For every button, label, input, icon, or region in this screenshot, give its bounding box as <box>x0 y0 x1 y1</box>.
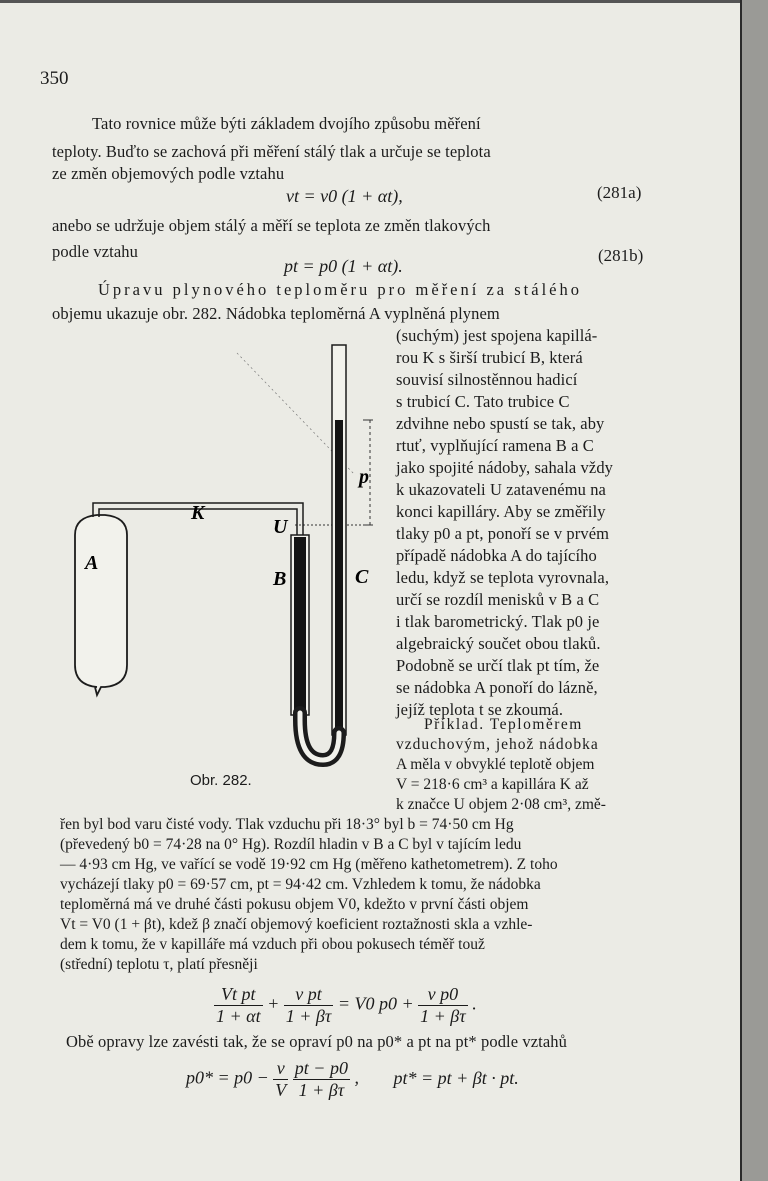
text-line: (suchým) jest spojena kapillá- <box>396 326 598 345</box>
text-line: rtuť, vyplňující ramena B a C <box>396 436 594 455</box>
fraction: $\frac{pt - p0}{1 + \beta\tau}$ <box>294 1058 348 1100</box>
equation-4: p0* = p0 − $\frac{v}{V}$ $\frac{pt - p0}{1 + \beta\tau}$ , pt* = pt + βt · pt. <box>186 1058 519 1100</box>
equation-label-281a: (281a) <box>597 183 642 202</box>
mercury-b <box>294 537 306 715</box>
label-c: C <box>355 566 369 588</box>
label-b: B <box>273 568 287 590</box>
text-line: teploty. Buďto se zachová při měření stálý tlak a určuje se teplota <box>52 142 491 161</box>
text-line: jako spojité nádoby, sahala vždy <box>396 458 614 477</box>
example-line: teploměrná má ve druhé části pokusu objem V0, kdežto v první části objem <box>60 896 529 913</box>
text-line: určí se rozdíl menisků v B a C <box>396 590 600 609</box>
equation-label-281b: (281b) <box>598 246 644 265</box>
equation-3: $\frac{\text{Vt pt}}{1 + \alpha t}$ + $\frac{\text{v pt}}{1 + \beta\tau}$ = V0 p0 + $\frac{\text{v p0}}{1 + \beta\tau}$ . <box>216 984 477 1026</box>
label-u: U <box>273 516 288 538</box>
text-line: objemu ukazuje obr. 282. Nádobka teploměrná A vyplněná plynem <box>52 304 500 323</box>
example-line: dem k tomu, že v kapilláře má vzduch při obou pokusech téměř touž <box>60 936 485 953</box>
text-line: tlaky p0 a pt, ponoří se v prvém <box>396 524 610 543</box>
example-line: — 4·93 cm Hg, ve vařící se vodě 19·92 cm Hg (měřeno kathetometrem). Z toho <box>60 856 558 873</box>
equation-281b: pt = p0 (1 + αt). <box>284 256 403 276</box>
fraction: $\frac{v}{V}$ <box>275 1058 287 1100</box>
book-spine <box>742 0 768 1181</box>
page-top-edge <box>0 0 742 3</box>
example-line: (střední) teplotu τ, platí přesněji <box>60 956 258 973</box>
text-line: s trubicí C. Tato trubice C <box>396 392 570 411</box>
text-line: případě nádobka A do tajícího <box>396 546 597 565</box>
vessel-a <box>75 515 127 695</box>
text-line: zdvihne nebo spustí se tak, aby <box>396 414 605 433</box>
example-line: V = 218·6 cm³ a kapillára K až <box>396 776 589 793</box>
label-p: p <box>359 466 369 488</box>
example-line: vzduchovým, jehož nádobka <box>396 736 599 753</box>
text-line: ze změn objemových podle vztahu <box>52 164 285 183</box>
text-line: i tlak barometrický. Tlak p0 je <box>396 612 600 631</box>
text-line: souvisí silnostěnnou hadicí <box>396 370 578 389</box>
page-number: 350 <box>40 68 69 89</box>
text-line: Podobně se určí tlak pt tím, že <box>396 656 600 675</box>
text-line: k ukazovateli U zatavenému na <box>396 480 606 499</box>
text-line: se nádobka A ponoří do lázně, <box>396 678 598 697</box>
text-line: Úpravu plynového teploměru pro měření za stálého <box>98 280 582 299</box>
example-line: Příklad. Teploměrem <box>424 716 583 733</box>
label-k: K <box>191 502 205 524</box>
figure-282 <box>55 335 395 775</box>
fraction: $\frac{\text{v p0}}{1 + \beta\tau}$ <box>420 984 466 1026</box>
example-line: k značce U objem 2·08 cm³, změ- <box>396 796 606 813</box>
label-a: A <box>85 552 99 574</box>
fraction: $\frac{\text{Vt pt}}{1 + \alpha t}$ <box>216 984 261 1026</box>
text-line: jejíž teplota t se zkoumá. <box>396 700 564 719</box>
equation-281a: vt = v0 (1 + αt), <box>286 186 403 206</box>
text-line: konci kapilláry. Aby se změřily <box>396 502 606 521</box>
text-line: podle vztahu <box>52 242 138 261</box>
fraction: $\frac{\text{v pt}}{1 + \beta\tau}$ <box>285 984 332 1026</box>
text-line: anebo se udržuje objem stálý a měří se teplota ze změn tlakových <box>52 216 491 235</box>
text-line: rou K s širší trubicí B, která <box>396 348 583 367</box>
figure-caption: Obr. 282. <box>190 772 252 789</box>
text-line: algebraický součet obou tlaků. <box>396 634 601 653</box>
example-line: (převedený b0 = 74·28 na 0° Hg). Rozdíl hladin v B a C byl v tajícím ledu <box>60 836 522 853</box>
example-line: vycházejí tlaky p0 = 69·57 cm, pt = 94·42 cm. Vzhledem k tomu, že nádobka <box>60 876 541 893</box>
text-line: Tato rovnice může býti základem dvojího způsobu měření <box>92 114 481 133</box>
mercury-c <box>335 420 343 735</box>
example-line: Vt = V0 (1 + βt), kdež β značí objemový koeficient roztažnosti skla a vzhle- <box>60 916 533 933</box>
text-line: Obě opravy lze zavésti tak, že se opraví p0 na p0* a pt na pt* podle vztahů <box>66 1032 567 1051</box>
example-line: A měla v obvyklé teplotě objem <box>396 756 595 773</box>
example-line: řen byl bod varu čisté vody. Tlak vzduchu při 18·3° byl b = 74·50 cm Hg <box>60 816 514 833</box>
text-line: ledu, když se teplota vyrovnala, <box>396 568 610 587</box>
